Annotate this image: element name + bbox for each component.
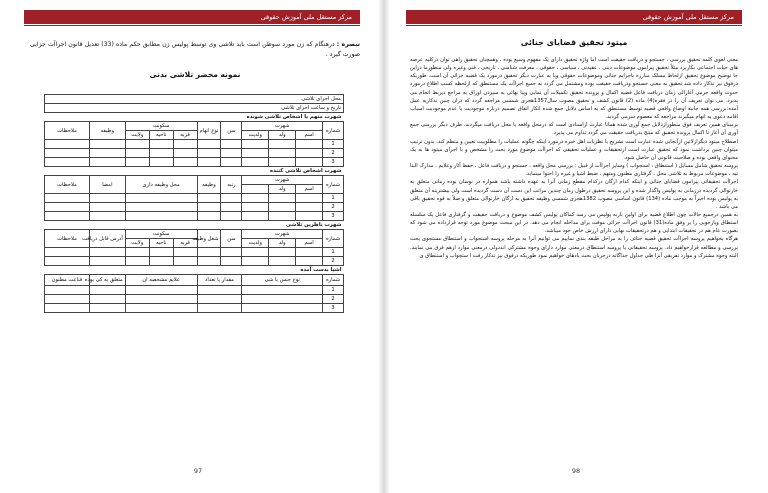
page-number: 97 [193, 467, 203, 475]
place-label: محل اجرای تلاشی [45, 95, 344, 104]
col-marks: علایم مشخصه ان [125, 275, 197, 286]
header-rule [406, 25, 742, 26]
note-paragraph [30, 40, 360, 60]
note-text: درهنگام که زن مورد سوظن است باید تلاشی وی توسط پولیس زن مطابق حکم ماده (33) تعدیل قانون اجراآت جزایی صورت گیرد . [30, 41, 360, 58]
col-address: آدرس قابل دریافت [89, 230, 125, 248]
paragraph: به همین درجمیع حالات چون اطلاع قضیه برای اولین باربه پولیس می رسد کماکان پولیس کشف موضوع و دریافت حقیقت و گرفتاری فاعل یک سلسله استطاق وپازجویی را بر وفق ماده(31) قانون اجراآت جزائی موقت برای مداخله انجام می دهد. در این مبحث موضوع مورد توجه قرارداده می شود که بصورت عام هم در تحقیقات ابتدایی و هم درتحقیقات نهایی دارای ارزش خاص خود میباشد. [410, 211, 738, 235]
col-shohrat: شهرت [242, 122, 323, 131]
col-village: قریه [173, 131, 197, 140]
paragraph: اجراآت تحقیقاتی پیرامون قضایای جنائی و اینکه کدام ارگان درکدام مقطع زمانی آنرا به عهده داشته باشد همواره در نوسان بوده زمانی متعلق به څارنوالی گردیده درزمانی به پولیس واگذار شده و این پروسه تحقیق درطول زمان چندین مراتب این دست آن دست گردیده است ولی بیشترینه آن متعلق به پولیس بوده اخیراً به موجب ماده (134) قانون اساسی مصوب 1382هجری شمسی وظیفه تحقیق به ارگان څارنوالی متعلق و صلاً به قوه تحقیق باقی می باشد . [410, 179, 738, 210]
date-label: تاریخ و ساعت اجرای تلاشی [45, 104, 344, 113]
col-number: شماره [323, 122, 344, 140]
note-label: تبصره : [336, 41, 361, 48]
col-number: شماره [323, 275, 344, 286]
paragraph: اصطلاح میتود دیگرازلاتین ازآنجایی شده عبارت است تشریح یا نظریات اهل خبره درمورد اینکه چگونه عملیات را مطلوبیت تعیین و منظم کند. بدون ترتیب میتوان چنین برداشت نمود که تحقیق عبارت است ازتحقیقات و عملیات تحقیقی که اجراآت موضوع مورد بحث را مشخص و با اجرای میتود ها به یک محتوای واقعی بوده و صلاحیت قانونی آن حاصل شود. [410, 138, 738, 161]
col-district: ناحیه [149, 131, 173, 140]
row-number: 1 [323, 248, 344, 257]
col-district: ناحیه [149, 239, 173, 248]
section-searched-persons: شهرت متهم یا اشخاص تلاشی شونده [45, 113, 344, 122]
form-table [44, 94, 344, 313]
paragraph: هرگاه بخواهیم پروسه اجراآت تحقیق قضیه جنائی را به مراحل طبقه بندی نماییم می توانیم آنرا به مرحله پروسه استجواب و استنطاق مستجوی بحث بررسی و مطالعه قرارخواهیم داد. پروسه تحقیقاتی یا پروسه استنطاق درمعنی موارد دارای وجوه مشترکی انذدولی درمعنی موارد ازهم فرق می نمایند. البته وجوه مشترک و موارد تفریقی آنرا طی جداول جداگانه درجریان بحث یادهای خواهیم نمود طوریکه درفوق نیز تذکار رفت ا ستجواب و استنطاق ی [410, 236, 738, 259]
paragraph: معنی لغوی کلمه تحقیق بررسی ، جستجو و دریافت حقیقت است اما واژه تحقیق دارای یک مفهوم وسیع بوده ، وهمچنان تحقیق راهی توان درکلیه عرصه های حیات اجتماعی بکاربرد مثلاً تحقیق پیرامون موضوعات دینی ، عقیدتی ، سیاسی ، حقوقی ، معرفت شناسی ، تاریخی ، فنی وغیره ولی منظورما دراین جا توضیح موضوع تحقیق ازلحاظ مسلک مبارزه باجرایم جنائی وموضوعات حقوقی ویا به عبارت دیگر تحقیق درمورد یک قضیه جزائی آن است. طوریکه درفوق نیز تذکار داده شد تحقیق به معنی جستجو ودریافت حقیقت بوده ومشتمل می گردد به جمیع اجراآت یک مستنطق که ازلحظه کسب اطلاع درمورد حدوث واقعه جرمی آغازالی زمان دریافت فاعل قضیه اکمال و پرونده تحقیق تکمیلات آن نمایی وپیا نهائی به سپردن اوراق به مراجع ذیربط انجام می پذیرد. می توان تعریف آن را در فقره(4) ماده (2) قانون کشف و تحقیق مصوب سال1357هجری شمسی مراجعه گردد که دران چنین تذکاریه عمل آمده:بررسی همه جانبه اوضاع واقعی قضیه توسط مستنطق که به اساس دلایل جمع شده انکار اتفاق تصمیم درباره موجودیت یا عدم موجودیت اسباب اقامه دعوی یه اتهام میگیرند مراجعه که معصوم سرمی گردید. [410, 57, 739, 121]
col-residence: سکونت [125, 230, 197, 239]
col-signature: امضا [89, 176, 125, 194]
col-province: ولایت [125, 239, 149, 248]
col-father: ولد [269, 185, 296, 194]
col-notes: ملاحظات [45, 230, 90, 248]
col-grandfather: ولدیت [242, 131, 269, 140]
body-text [410, 56, 738, 260]
col-residence: سکونت [125, 122, 197, 131]
col-notes: ملاحظات [45, 176, 90, 194]
page-number: 98 [571, 467, 581, 475]
col-village: قریه [173, 239, 197, 248]
row-number: 3 [323, 158, 344, 167]
paragraph: برمبنای همین تعریف فوق منظورازدلایل جمع آوری شده همانا عبارت ازاسنادی است که درمحل واقعه یا محل دریافت میگردند. طرف دیگر بررسی جمع آوری آن آغاز تا اکمال پرونده تحقیق که منتج بدریافت حقیقت می گردد تداوم می پذیرد. [410, 122, 738, 137]
col-name: اسم [296, 239, 323, 248]
section-items-found: اشیا بدست آمده [45, 266, 344, 275]
col-age: سن [221, 230, 242, 248]
row-number: 3 [323, 304, 344, 313]
row-number: 3 [323, 212, 344, 221]
col-name: اسم [296, 185, 323, 194]
row-number: 2 [323, 149, 344, 158]
col-item-type: نوع جنس یا شی [242, 275, 323, 286]
row-number: 2 [323, 295, 344, 304]
col-occupation: شغل وظیفه [197, 230, 221, 248]
page-header: مرکز مستقل ملی آموزش حقوقی [406, 10, 742, 24]
row-number: 1 [323, 286, 344, 295]
col-description: قناعت مظنون [45, 275, 90, 286]
col-number: شماره [323, 230, 344, 248]
page-gutter-shadow [384, 0, 390, 493]
col-name: اسم [296, 131, 323, 140]
row-number: 2 [323, 203, 344, 212]
paragraph: پروسه تحقیق شامل مسایل ( استنطاق ، استجواب ) وسایر اجراآت از قبیل : بررسی محل واقعه ، جستجو و دریافت فاعل ، حفظ آثار وعلایم ، مدارک البتا تیه ، موضوعات مربوط به تلاشی محل ، گرفتاری مظنون ومتهم ، ضبط اشیا و غیره را احتوا مینماید. [410, 163, 738, 178]
col-notes: ملاحظات [45, 122, 90, 140]
col-owner: متعلق به کی بوده [89, 275, 125, 286]
col-rank: رتبه [221, 176, 242, 194]
row-number: 1 [323, 194, 344, 203]
col-father: ولد [269, 239, 296, 248]
col-father: ولد [269, 131, 296, 140]
col-workplace: محل وظیفه داری [125, 176, 197, 194]
section-observers: شهرت ناظرین تلاشی [45, 221, 344, 230]
chapter-title: میتود تحقیق قضایای جنائی [520, 38, 628, 47]
col-shohrat: شهرت [242, 176, 323, 185]
page-header: مرکز مستقل ملی آموزش حقوقی [24, 10, 360, 24]
body-search-form [44, 94, 344, 313]
form-title: نمونه محضر تلاشی بدنی [149, 70, 241, 79]
col-job: وظیفه [89, 122, 125, 140]
row-number: 2 [323, 257, 344, 266]
col-job: وظیفه [197, 176, 221, 194]
col-weight: مقدار یا تعداد [197, 275, 242, 286]
col-shohrat: شهرت [242, 230, 323, 239]
row-number: 1 [323, 140, 344, 149]
right-page [384, 0, 768, 493]
section-searchers: شهرت اشخاص تلاشی کننده [45, 167, 344, 176]
col-province: ولایت [125, 131, 149, 140]
col-grandfather: ولدیت [242, 239, 269, 248]
header-rule [24, 25, 360, 26]
col-age: سن [221, 122, 242, 140]
col-charge: نوع اتهام [197, 122, 221, 140]
col-number: شماره [323, 176, 344, 194]
